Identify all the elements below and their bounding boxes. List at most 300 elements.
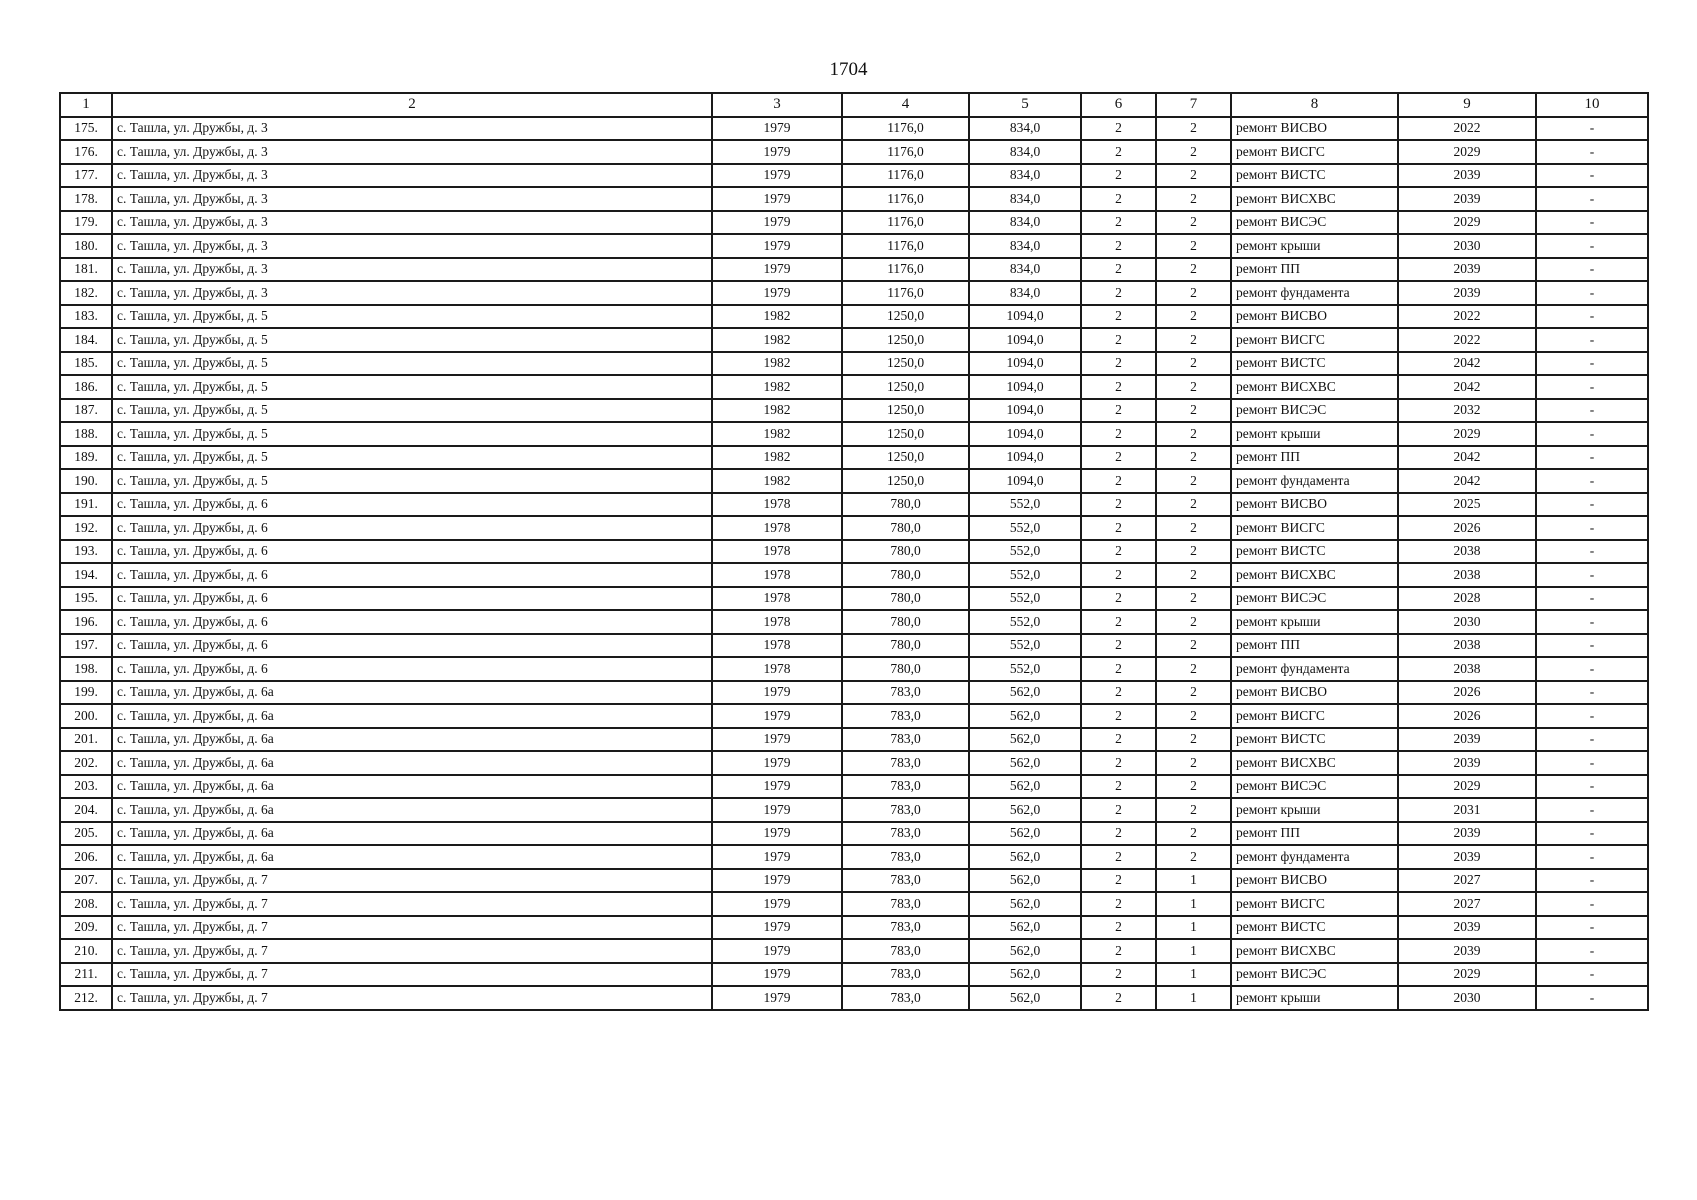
cell-row-number: 201. [60, 728, 112, 752]
cell-note: - [1536, 352, 1648, 376]
cell-note: - [1536, 516, 1648, 540]
cell-floors: 2 [1081, 681, 1156, 705]
cell-note: - [1536, 587, 1648, 611]
table-row [60, 657, 1648, 681]
cell-year-built: 1978 [712, 516, 842, 540]
cell-floors: 2 [1081, 375, 1156, 399]
cell-floors: 2 [1081, 446, 1156, 470]
table-row [60, 798, 1648, 822]
cell-address: с. Ташла, ул. Дружбы, д. 5 [112, 399, 712, 423]
table-row [60, 328, 1648, 352]
cell-planned-year: 2028 [1398, 587, 1536, 611]
cell-address: с. Ташла, ул. Дружбы, д. 6а [112, 845, 712, 869]
cell-year-built: 1982 [712, 469, 842, 493]
cell-floors: 2 [1081, 234, 1156, 258]
cell-row-number: 210. [60, 939, 112, 963]
cell-row-number: 175. [60, 117, 112, 141]
cell-year-built: 1979 [712, 140, 842, 164]
cell-year-built: 1979 [712, 939, 842, 963]
cell-planned-year: 2032 [1398, 399, 1536, 423]
cell-work-type: ремонт ВИСВО [1231, 869, 1398, 893]
cell-work-type: ремонт ВИСЭС [1231, 587, 1398, 611]
cell-floors: 2 [1081, 963, 1156, 987]
table-row [60, 563, 1648, 587]
cell-year-built: 1978 [712, 657, 842, 681]
cell-note: - [1536, 939, 1648, 963]
cell-entrances: 2 [1156, 140, 1231, 164]
cell-entrances: 2 [1156, 164, 1231, 188]
table-row [60, 963, 1648, 987]
cell-row-number: 188. [60, 422, 112, 446]
cell-work-type: ремонт ВИСХВС [1231, 375, 1398, 399]
cell-total-area: 780,0 [842, 493, 969, 517]
cell-total-area: 780,0 [842, 634, 969, 658]
cell-row-number: 176. [60, 140, 112, 164]
cell-floors: 2 [1081, 540, 1156, 564]
cell-row-number: 177. [60, 164, 112, 188]
cell-living-area: 562,0 [969, 986, 1081, 1010]
cell-floors: 2 [1081, 587, 1156, 611]
cell-row-number: 179. [60, 211, 112, 235]
cell-work-type: ремонт ВИСЭС [1231, 775, 1398, 799]
cell-entrances: 2 [1156, 187, 1231, 211]
cell-floors: 2 [1081, 258, 1156, 282]
cell-year-built: 1979 [712, 281, 842, 305]
header-col-4: 4 [842, 93, 969, 117]
cell-work-type: ремонт ВИСХВС [1231, 751, 1398, 775]
table-row [60, 187, 1648, 211]
table-row [60, 634, 1648, 658]
cell-year-built: 1982 [712, 328, 842, 352]
cell-floors: 2 [1081, 469, 1156, 493]
cell-row-number: 207. [60, 869, 112, 893]
cell-entrances: 2 [1156, 634, 1231, 658]
table-row [60, 399, 1648, 423]
table-row [60, 305, 1648, 329]
cell-note: - [1536, 234, 1648, 258]
cell-work-type: ремонт ПП [1231, 634, 1398, 658]
cell-entrances: 2 [1156, 728, 1231, 752]
cell-address: с. Ташла, ул. Дружбы, д. 6а [112, 704, 712, 728]
cell-address: с. Ташла, ул. Дружбы, д. 7 [112, 939, 712, 963]
cell-planned-year: 2038 [1398, 563, 1536, 587]
cell-work-type: ремонт ВИСТС [1231, 916, 1398, 940]
table-row [60, 916, 1648, 940]
cell-row-number: 200. [60, 704, 112, 728]
cell-entrances: 2 [1156, 798, 1231, 822]
cell-year-built: 1978 [712, 634, 842, 658]
table-row [60, 211, 1648, 235]
header-col-5: 5 [969, 93, 1081, 117]
cell-row-number: 190. [60, 469, 112, 493]
cell-living-area: 552,0 [969, 610, 1081, 634]
cell-address: с. Ташла, ул. Дружбы, д. 6а [112, 775, 712, 799]
cell-row-number: 197. [60, 634, 112, 658]
cell-work-type: ремонт фундамента [1231, 845, 1398, 869]
cell-year-built: 1979 [712, 775, 842, 799]
cell-note: - [1536, 399, 1648, 423]
cell-planned-year: 2042 [1398, 446, 1536, 470]
cell-floors: 2 [1081, 869, 1156, 893]
cell-year-built: 1982 [712, 399, 842, 423]
cell-address: с. Ташла, ул. Дружбы, д. 6 [112, 610, 712, 634]
cell-year-built: 1978 [712, 610, 842, 634]
cell-address: с. Ташла, ул. Дружбы, д. 6а [112, 728, 712, 752]
table-row [60, 681, 1648, 705]
cell-living-area: 552,0 [969, 634, 1081, 658]
cell-planned-year: 2030 [1398, 610, 1536, 634]
cell-note: - [1536, 610, 1648, 634]
cell-total-area: 1176,0 [842, 164, 969, 188]
cell-year-built: 1979 [712, 963, 842, 987]
header-col-9: 9 [1398, 93, 1536, 117]
cell-planned-year: 2038 [1398, 657, 1536, 681]
cell-living-area: 1094,0 [969, 375, 1081, 399]
table-header [60, 93, 1648, 117]
cell-entrances: 2 [1156, 657, 1231, 681]
cell-row-number: 193. [60, 540, 112, 564]
header-row [60, 93, 1648, 117]
cell-total-area: 1176,0 [842, 258, 969, 282]
cell-floors: 2 [1081, 516, 1156, 540]
cell-year-built: 1979 [712, 916, 842, 940]
table-row [60, 258, 1648, 282]
cell-row-number: 178. [60, 187, 112, 211]
cell-work-type: ремонт ВИСХВС [1231, 939, 1398, 963]
cell-entrances: 2 [1156, 681, 1231, 705]
cell-row-number: 181. [60, 258, 112, 282]
cell-total-area: 1250,0 [842, 399, 969, 423]
cell-entrances: 2 [1156, 516, 1231, 540]
cell-floors: 2 [1081, 211, 1156, 235]
cell-living-area: 552,0 [969, 587, 1081, 611]
cell-address: с. Ташла, ул. Дружбы, д. 3 [112, 258, 712, 282]
table-row [60, 845, 1648, 869]
cell-planned-year: 2030 [1398, 986, 1536, 1010]
cell-floors: 2 [1081, 822, 1156, 846]
table-row [60, 140, 1648, 164]
cell-planned-year: 2039 [1398, 164, 1536, 188]
cell-entrances: 1 [1156, 963, 1231, 987]
cell-living-area: 562,0 [969, 681, 1081, 705]
cell-year-built: 1979 [712, 117, 842, 141]
cell-entrances: 2 [1156, 493, 1231, 517]
cell-address: с. Ташла, ул. Дружбы, д. 7 [112, 963, 712, 987]
cell-living-area: 834,0 [969, 258, 1081, 282]
cell-floors: 2 [1081, 610, 1156, 634]
cell-living-area: 834,0 [969, 281, 1081, 305]
cell-planned-year: 2039 [1398, 187, 1536, 211]
cell-total-area: 1176,0 [842, 117, 969, 141]
cell-living-area: 562,0 [969, 845, 1081, 869]
cell-planned-year: 2022 [1398, 328, 1536, 352]
cell-living-area: 562,0 [969, 869, 1081, 893]
cell-entrances: 2 [1156, 751, 1231, 775]
cell-year-built: 1978 [712, 587, 842, 611]
cell-entrances: 2 [1156, 117, 1231, 141]
cell-planned-year: 2026 [1398, 516, 1536, 540]
cell-address: с. Ташла, ул. Дружбы, д. 6 [112, 587, 712, 611]
cell-year-built: 1978 [712, 563, 842, 587]
cell-note: - [1536, 258, 1648, 282]
cell-floors: 2 [1081, 845, 1156, 869]
cell-note: - [1536, 704, 1648, 728]
cell-row-number: 184. [60, 328, 112, 352]
cell-note: - [1536, 446, 1648, 470]
cell-floors: 2 [1081, 986, 1156, 1010]
cell-address: с. Ташла, ул. Дружбы, д. 6 [112, 563, 712, 587]
cell-living-area: 552,0 [969, 657, 1081, 681]
cell-total-area: 783,0 [842, 869, 969, 893]
cell-entrances: 1 [1156, 892, 1231, 916]
table-row [60, 610, 1648, 634]
cell-total-area: 1176,0 [842, 281, 969, 305]
cell-living-area: 552,0 [969, 516, 1081, 540]
cell-work-type: ремонт ПП [1231, 258, 1398, 282]
cell-living-area: 552,0 [969, 540, 1081, 564]
cell-work-type: ремонт ВИСТС [1231, 728, 1398, 752]
cell-note: - [1536, 469, 1648, 493]
cell-floors: 2 [1081, 281, 1156, 305]
cell-entrances: 2 [1156, 469, 1231, 493]
cell-address: с. Ташла, ул. Дружбы, д. 5 [112, 375, 712, 399]
cell-row-number: 203. [60, 775, 112, 799]
cell-planned-year: 2042 [1398, 375, 1536, 399]
cell-note: - [1536, 728, 1648, 752]
cell-entrances: 1 [1156, 986, 1231, 1010]
cell-note: - [1536, 328, 1648, 352]
cell-address: с. Ташла, ул. Дружбы, д. 5 [112, 422, 712, 446]
cell-address: с. Ташла, ул. Дружбы, д. 3 [112, 117, 712, 141]
cell-note: - [1536, 117, 1648, 141]
cell-floors: 2 [1081, 563, 1156, 587]
table-row [60, 446, 1648, 470]
cell-row-number: 186. [60, 375, 112, 399]
table-row [60, 375, 1648, 399]
cell-address: с. Ташла, ул. Дружбы, д. 3 [112, 164, 712, 188]
header-col-8: 8 [1231, 93, 1398, 117]
cell-floors: 2 [1081, 751, 1156, 775]
cell-total-area: 1250,0 [842, 328, 969, 352]
cell-entrances: 1 [1156, 916, 1231, 940]
cell-planned-year: 2039 [1398, 916, 1536, 940]
cell-living-area: 834,0 [969, 234, 1081, 258]
cell-work-type: ремонт фундамента [1231, 657, 1398, 681]
cell-address: с. Ташла, ул. Дружбы, д. 6а [112, 798, 712, 822]
cell-row-number: 196. [60, 610, 112, 634]
cell-total-area: 783,0 [842, 916, 969, 940]
cell-total-area: 1176,0 [842, 140, 969, 164]
cell-planned-year: 2026 [1398, 704, 1536, 728]
cell-year-built: 1982 [712, 422, 842, 446]
table-row [60, 117, 1648, 141]
cell-work-type: ремонт ВИСЭС [1231, 399, 1398, 423]
cell-year-built: 1979 [712, 258, 842, 282]
cell-floors: 2 [1081, 916, 1156, 940]
cell-total-area: 783,0 [842, 845, 969, 869]
header-col-2: 2 [112, 93, 712, 117]
cell-floors: 2 [1081, 187, 1156, 211]
cell-work-type: ремонт ВИСХВС [1231, 563, 1398, 587]
cell-work-type: ремонт ВИСГС [1231, 704, 1398, 728]
cell-total-area: 780,0 [842, 540, 969, 564]
cell-living-area: 1094,0 [969, 422, 1081, 446]
cell-work-type: ремонт крыши [1231, 798, 1398, 822]
cell-work-type: ремонт ВИСТС [1231, 540, 1398, 564]
cell-floors: 2 [1081, 140, 1156, 164]
table-row [60, 540, 1648, 564]
table-row [60, 751, 1648, 775]
cell-total-area: 783,0 [842, 892, 969, 916]
cell-year-built: 1979 [712, 234, 842, 258]
cell-note: - [1536, 657, 1648, 681]
cell-total-area: 1250,0 [842, 375, 969, 399]
cell-note: - [1536, 140, 1648, 164]
cell-year-built: 1979 [712, 892, 842, 916]
cell-year-built: 1979 [712, 187, 842, 211]
table-row [60, 728, 1648, 752]
cell-year-built: 1979 [712, 986, 842, 1010]
cell-entrances: 2 [1156, 540, 1231, 564]
cell-planned-year: 2039 [1398, 728, 1536, 752]
cell-note: - [1536, 916, 1648, 940]
cell-row-number: 202. [60, 751, 112, 775]
cell-entrances: 2 [1156, 328, 1231, 352]
cell-planned-year: 2022 [1398, 117, 1536, 141]
cell-year-built: 1982 [712, 446, 842, 470]
cell-work-type: ремонт крыши [1231, 610, 1398, 634]
cell-planned-year: 2039 [1398, 845, 1536, 869]
cell-planned-year: 2022 [1398, 305, 1536, 329]
cell-note: - [1536, 634, 1648, 658]
cell-planned-year: 2039 [1398, 258, 1536, 282]
table-row [60, 704, 1648, 728]
cell-planned-year: 2026 [1398, 681, 1536, 705]
cell-planned-year: 2039 [1398, 939, 1536, 963]
table-row [60, 986, 1648, 1010]
cell-note: - [1536, 281, 1648, 305]
cell-entrances: 2 [1156, 563, 1231, 587]
cell-note: - [1536, 540, 1648, 564]
cell-year-built: 1982 [712, 305, 842, 329]
cell-living-area: 1094,0 [969, 469, 1081, 493]
cell-total-area: 1176,0 [842, 234, 969, 258]
cell-living-area: 552,0 [969, 493, 1081, 517]
cell-total-area: 1250,0 [842, 469, 969, 493]
cell-work-type: ремонт фундамента [1231, 469, 1398, 493]
cell-floors: 2 [1081, 892, 1156, 916]
cell-note: - [1536, 869, 1648, 893]
cell-address: с. Ташла, ул. Дружбы, д. 5 [112, 469, 712, 493]
table-row [60, 352, 1648, 376]
cell-work-type: ремонт ВИСГС [1231, 140, 1398, 164]
cell-entrances: 2 [1156, 281, 1231, 305]
cell-note: - [1536, 775, 1648, 799]
cell-living-area: 1094,0 [969, 399, 1081, 423]
cell-work-type: ремонт ВИСХВС [1231, 187, 1398, 211]
cell-row-number: 204. [60, 798, 112, 822]
cell-planned-year: 2038 [1398, 634, 1536, 658]
cell-address: с. Ташла, ул. Дружбы, д. 5 [112, 446, 712, 470]
cell-total-area: 1250,0 [842, 305, 969, 329]
cell-address: с. Ташла, ул. Дружбы, д. 6а [112, 822, 712, 846]
cell-floors: 2 [1081, 328, 1156, 352]
cell-row-number: 198. [60, 657, 112, 681]
cell-address: с. Ташла, ул. Дружбы, д. 7 [112, 892, 712, 916]
cell-year-built: 1979 [712, 728, 842, 752]
cell-note: - [1536, 305, 1648, 329]
cell-address: с. Ташла, ул. Дружбы, д. 5 [112, 328, 712, 352]
cell-note: - [1536, 751, 1648, 775]
cell-living-area: 834,0 [969, 164, 1081, 188]
table-row [60, 469, 1648, 493]
cell-year-built: 1979 [712, 211, 842, 235]
cell-entrances: 2 [1156, 587, 1231, 611]
cell-entrances: 2 [1156, 704, 1231, 728]
cell-living-area: 1094,0 [969, 328, 1081, 352]
cell-planned-year: 2029 [1398, 140, 1536, 164]
cell-planned-year: 2029 [1398, 211, 1536, 235]
cell-row-number: 194. [60, 563, 112, 587]
cell-living-area: 562,0 [969, 704, 1081, 728]
cell-total-area: 783,0 [842, 798, 969, 822]
cell-total-area: 1250,0 [842, 422, 969, 446]
cell-living-area: 562,0 [969, 822, 1081, 846]
table-row [60, 775, 1648, 799]
cell-entrances: 1 [1156, 869, 1231, 893]
cell-planned-year: 2039 [1398, 281, 1536, 305]
cell-work-type: ремонт крыши [1231, 234, 1398, 258]
cell-planned-year: 2029 [1398, 775, 1536, 799]
table-body [60, 117, 1648, 1010]
table-row [60, 939, 1648, 963]
cell-work-type: ремонт крыши [1231, 422, 1398, 446]
cell-address: с. Ташла, ул. Дружбы, д. 6 [112, 493, 712, 517]
cell-year-built: 1979 [712, 869, 842, 893]
cell-year-built: 1979 [712, 822, 842, 846]
cell-living-area: 562,0 [969, 963, 1081, 987]
cell-entrances: 2 [1156, 352, 1231, 376]
cell-note: - [1536, 681, 1648, 705]
cell-address: с. Ташла, ул. Дружбы, д. 7 [112, 986, 712, 1010]
cell-entrances: 2 [1156, 775, 1231, 799]
cell-year-built: 1979 [712, 845, 842, 869]
cell-note: - [1536, 798, 1648, 822]
cell-planned-year: 2042 [1398, 352, 1536, 376]
cell-row-number: 205. [60, 822, 112, 846]
cell-entrances: 2 [1156, 211, 1231, 235]
cell-entrances: 2 [1156, 258, 1231, 282]
cell-living-area: 834,0 [969, 117, 1081, 141]
cell-floors: 2 [1081, 939, 1156, 963]
cell-year-built: 1978 [712, 540, 842, 564]
cell-year-built: 1982 [712, 352, 842, 376]
cell-entrances: 2 [1156, 375, 1231, 399]
table-row [60, 281, 1648, 305]
cell-address: с. Ташла, ул. Дружбы, д. 5 [112, 305, 712, 329]
cell-row-number: 211. [60, 963, 112, 987]
cell-entrances: 2 [1156, 446, 1231, 470]
cell-planned-year: 2029 [1398, 963, 1536, 987]
cell-work-type: ремонт ВИСГС [1231, 328, 1398, 352]
cell-planned-year: 2027 [1398, 892, 1536, 916]
cell-address: с. Ташла, ул. Дружбы, д. 6 [112, 657, 712, 681]
cell-work-type: ремонт ВИСЭС [1231, 963, 1398, 987]
cell-address: с. Ташла, ул. Дружбы, д. 3 [112, 234, 712, 258]
cell-entrances: 2 [1156, 822, 1231, 846]
cell-total-area: 1250,0 [842, 446, 969, 470]
cell-work-type: ремонт ВИСТС [1231, 164, 1398, 188]
